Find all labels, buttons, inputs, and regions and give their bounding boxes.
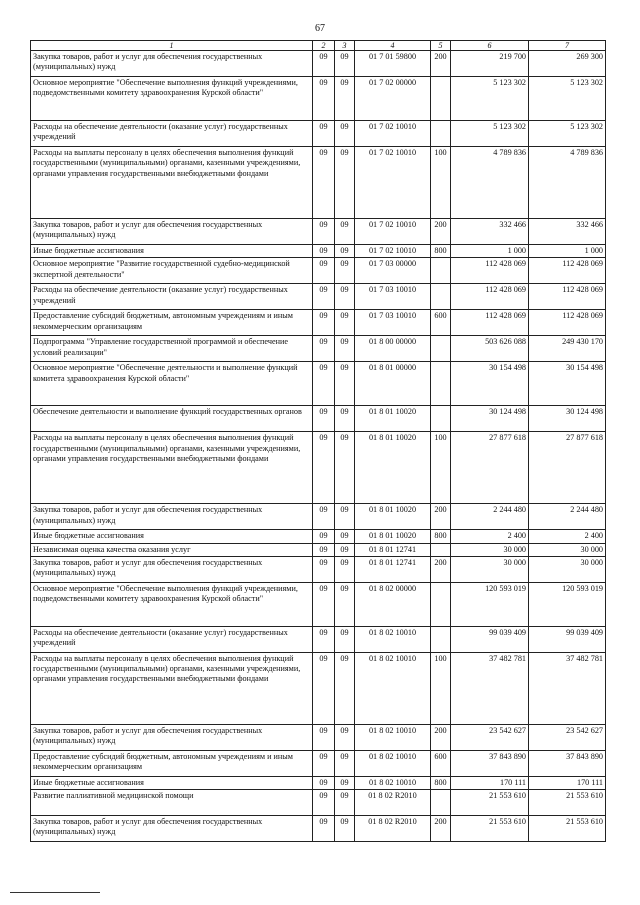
row-sum-year1-cell: 332 466 [451, 219, 529, 245]
row-sum-year2-cell: 4 789 836 [529, 147, 606, 219]
row-expense-type-cell: 100 [431, 147, 451, 219]
row-section-cell: 09 [313, 336, 335, 362]
row-target-article-cell: 01 7 03 10010 [355, 284, 431, 310]
row-subsection-cell: 09 [335, 284, 355, 310]
row-expense-type-cell [431, 258, 451, 284]
row-section-cell: 09 [313, 362, 335, 406]
row-subsection-cell: 09 [335, 310, 355, 336]
row-sum-year1-cell: 4 789 836 [451, 147, 529, 219]
row-name-cell: Предоставление субсидий бюджетным, автономным учреждениям и иным некоммерческим организациям [31, 750, 313, 776]
row-sum-year2-cell: 249 430 170 [529, 336, 606, 362]
table-row [31, 724, 606, 750]
table-row [31, 556, 606, 582]
table-row [31, 750, 606, 776]
row-sum-year1-cell: 21 553 610 [451, 816, 529, 842]
row-subsection-cell: 09 [335, 626, 355, 652]
row-sum-year1-cell: 219 700 [451, 51, 529, 77]
table-row [31, 310, 606, 336]
row-sum-year1-cell: 112 428 069 [451, 284, 529, 310]
row-expense-type-cell [431, 336, 451, 362]
table-row [31, 362, 606, 406]
row-sum-year1-cell: 27 877 618 [451, 432, 529, 504]
row-section-cell: 09 [313, 790, 335, 816]
table-row [31, 284, 606, 310]
row-expense-type-cell [431, 582, 451, 626]
row-target-article-cell: 01 8 01 00000 [355, 362, 431, 406]
table-row [31, 790, 606, 816]
row-subsection-cell: 09 [335, 121, 355, 147]
row-expense-type-cell: 800 [431, 776, 451, 789]
row-name-cell: Расходы на выплаты персоналу в целях обеспечения выполнения функций государственными (муниципальными) органами, казенными учреждениями, органами управления государственными внебюджетными фондами [31, 432, 313, 504]
row-sum-year2-cell: 120 593 019 [529, 582, 606, 626]
row-sum-year1-cell: 2 244 480 [451, 504, 529, 530]
table-row [31, 219, 606, 245]
row-name-cell: Развитие паллиативной медицинской помощи [31, 790, 313, 816]
row-name-cell: Закупка товаров, работ и услуг для обеспечения государственных (муниципальных) нужд [31, 556, 313, 582]
header-col-5: 5 [431, 41, 451, 51]
row-name-cell: Иные бюджетные ассигнования [31, 776, 313, 789]
row-section-cell: 09 [313, 582, 335, 626]
row-target-article-cell: 01 8 02 10010 [355, 652, 431, 724]
row-target-article-cell: 01 8 01 10020 [355, 406, 431, 432]
header-col-6: 6 [451, 41, 529, 51]
row-subsection-cell: 09 [335, 77, 355, 121]
table-row [31, 530, 606, 543]
table-row [31, 51, 606, 77]
table-row [31, 336, 606, 362]
row-target-article-cell: 01 7 03 00000 [355, 258, 431, 284]
row-section-cell: 09 [313, 652, 335, 724]
row-subsection-cell: 09 [335, 790, 355, 816]
header-col-3: 3 [335, 41, 355, 51]
row-sum-year1-cell: 112 428 069 [451, 258, 529, 284]
row-section-cell: 09 [313, 556, 335, 582]
row-expense-type-cell: 600 [431, 750, 451, 776]
table-row [31, 258, 606, 284]
row-name-cell: Расходы на обеспечение деятельности (оказание услуг) государственных учреждений [31, 284, 313, 310]
table-row [31, 245, 606, 258]
row-sum-year1-cell: 37 482 781 [451, 652, 529, 724]
row-target-article-cell: 01 8 02 10010 [355, 626, 431, 652]
row-section-cell: 09 [313, 530, 335, 543]
row-target-article-cell: 01 7 02 10010 [355, 121, 431, 147]
row-subsection-cell: 09 [335, 652, 355, 724]
header-col-1: 1 [31, 41, 313, 51]
table-row [31, 582, 606, 626]
header-col-7: 7 [529, 41, 606, 51]
row-name-cell: Закупка товаров, работ и услуг для обеспечения государственных (муниципальных) нужд [31, 219, 313, 245]
row-target-article-cell: 01 7 02 00000 [355, 77, 431, 121]
row-name-cell: Закупка товаров, работ и услуг для обеспечения государственных (муниципальных) нужд [31, 504, 313, 530]
row-sum-year2-cell: 1 000 [529, 245, 606, 258]
row-sum-year1-cell: 37 843 890 [451, 750, 529, 776]
row-sum-year2-cell: 112 428 069 [529, 284, 606, 310]
row-name-cell: Расходы на обеспечение деятельности (оказание услуг) государственных учреждений [31, 121, 313, 147]
row-target-article-cell: 01 7 02 10010 [355, 219, 431, 245]
row-target-article-cell: 01 8 01 12741 [355, 543, 431, 556]
row-name-cell: Основное мероприятие "Обеспечение деятельности и выполнение функций комитета здравоохранения Курской области" [31, 362, 313, 406]
table-row [31, 147, 606, 219]
row-section-cell: 09 [313, 432, 335, 504]
row-expense-type-cell [431, 362, 451, 406]
row-expense-type-cell: 100 [431, 432, 451, 504]
table-row [31, 504, 606, 530]
table-row [31, 543, 606, 556]
row-sum-year1-cell: 30 154 498 [451, 362, 529, 406]
row-sum-year2-cell: 37 482 781 [529, 652, 606, 724]
row-sum-year2-cell: 27 877 618 [529, 432, 606, 504]
header-col-2: 2 [313, 41, 335, 51]
row-sum-year2-cell: 30 154 498 [529, 362, 606, 406]
row-expense-type-cell [431, 406, 451, 432]
row-sum-year1-cell: 21 553 610 [451, 790, 529, 816]
row-sum-year2-cell: 5 123 302 [529, 77, 606, 121]
row-section-cell: 09 [313, 245, 335, 258]
row-expense-type-cell [431, 284, 451, 310]
row-target-article-cell: 01 8 01 10020 [355, 504, 431, 530]
row-subsection-cell: 09 [335, 406, 355, 432]
row-sum-year1-cell: 112 428 069 [451, 310, 529, 336]
row-sum-year2-cell: 30 000 [529, 543, 606, 556]
row-sum-year2-cell: 23 542 627 [529, 724, 606, 750]
row-subsection-cell: 09 [335, 258, 355, 284]
row-target-article-cell: 01 8 01 10020 [355, 432, 431, 504]
row-target-article-cell: 01 8 01 10020 [355, 530, 431, 543]
row-target-article-cell: 01 8 02 R2010 [355, 816, 431, 842]
row-name-cell: Расходы на выплаты персоналу в целях обеспечения выполнения функций государственными (муниципальными) органами, казенными учреждениями, органами управления государственными внебюджетными фондами [31, 652, 313, 724]
row-subsection-cell: 09 [335, 51, 355, 77]
row-sum-year1-cell: 30 124 498 [451, 406, 529, 432]
row-sum-year2-cell: 269 300 [529, 51, 606, 77]
row-sum-year2-cell: 21 553 610 [529, 790, 606, 816]
row-expense-type-cell: 200 [431, 504, 451, 530]
header-col-4: 4 [355, 41, 431, 51]
row-section-cell: 09 [313, 816, 335, 842]
row-expense-type-cell: 800 [431, 245, 451, 258]
row-target-article-cell: 01 7 01 59800 [355, 51, 431, 77]
row-section-cell: 09 [313, 219, 335, 245]
row-subsection-cell: 09 [335, 245, 355, 258]
row-name-cell: Обеспечение деятельности и выполнение функций государственных органов [31, 406, 313, 432]
row-sum-year1-cell: 170 111 [451, 776, 529, 789]
page-number: 67 [315, 23, 325, 34]
row-sum-year1-cell: 30 000 [451, 556, 529, 582]
row-section-cell: 09 [313, 51, 335, 77]
table-row [31, 652, 606, 724]
row-sum-year2-cell: 170 111 [529, 776, 606, 789]
row-expense-type-cell [431, 543, 451, 556]
row-sum-year2-cell: 30 000 [529, 556, 606, 582]
row-target-article-cell: 01 8 02 10010 [355, 724, 431, 750]
row-sum-year2-cell: 37 843 890 [529, 750, 606, 776]
row-subsection-cell: 09 [335, 219, 355, 245]
row-target-article-cell: 01 7 02 10010 [355, 147, 431, 219]
row-sum-year2-cell: 2 244 480 [529, 504, 606, 530]
table-row [31, 776, 606, 789]
row-subsection-cell: 09 [335, 362, 355, 406]
row-subsection-cell: 09 [335, 582, 355, 626]
row-sum-year1-cell: 2 400 [451, 530, 529, 543]
row-subsection-cell: 09 [335, 530, 355, 543]
row-target-article-cell: 01 8 00 00000 [355, 336, 431, 362]
row-name-cell: Закупка товаров, работ и услуг для обеспечения государственных (муниципальных) нужд [31, 816, 313, 842]
budget-table [30, 40, 606, 842]
row-subsection-cell: 09 [335, 504, 355, 530]
row-section-cell: 09 [313, 77, 335, 121]
row-section-cell: 09 [313, 504, 335, 530]
row-sum-year1-cell: 120 593 019 [451, 582, 529, 626]
row-sum-year1-cell: 23 542 627 [451, 724, 529, 750]
row-sum-year2-cell: 2 400 [529, 530, 606, 543]
row-name-cell: Основное мероприятие "Обеспечение выполнения функций учреждениями, подведомственными комитету здравоохранения Курской области" [31, 582, 313, 626]
row-expense-type-cell: 800 [431, 530, 451, 543]
row-section-cell: 09 [313, 543, 335, 556]
row-sum-year1-cell: 503 626 088 [451, 336, 529, 362]
row-name-cell: Независимая оценка качества оказания услуг [31, 543, 313, 556]
row-name-cell: Основное мероприятие "Обеспечение выполнения функций учреждениями, подведомственными комитету здравоохранения Курской области" [31, 77, 313, 121]
row-name-cell: Основное мероприятие "Развитие государственной судебно-медицинской экспертной деятельности" [31, 258, 313, 284]
table-row [31, 816, 606, 842]
footer-rule [10, 892, 100, 893]
row-name-cell: Закупка товаров, работ и услуг для обеспечения государственных (муниципальных) нужд [31, 51, 313, 77]
row-section-cell: 09 [313, 724, 335, 750]
row-subsection-cell: 09 [335, 336, 355, 362]
row-target-article-cell: 01 7 03 10010 [355, 310, 431, 336]
row-sum-year2-cell: 332 466 [529, 219, 606, 245]
row-subsection-cell: 09 [335, 556, 355, 582]
row-target-article-cell: 01 8 02 10010 [355, 776, 431, 789]
row-subsection-cell: 09 [335, 147, 355, 219]
table-row [31, 77, 606, 121]
row-expense-type-cell: 600 [431, 310, 451, 336]
table-row [31, 406, 606, 432]
row-sum-year1-cell: 5 123 302 [451, 77, 529, 121]
row-name-cell: Закупка товаров, работ и услуг для обеспечения государственных (муниципальных) нужд [31, 724, 313, 750]
row-name-cell: Предоставление субсидий бюджетным, автономным учреждениям и иным некоммерческим организациям [31, 310, 313, 336]
row-expense-type-cell: 200 [431, 816, 451, 842]
table-row [31, 626, 606, 652]
row-expense-type-cell: 200 [431, 51, 451, 77]
table-header-row [31, 41, 606, 51]
row-sum-year1-cell: 5 123 302 [451, 121, 529, 147]
row-expense-type-cell [431, 121, 451, 147]
row-sum-year1-cell: 1 000 [451, 245, 529, 258]
row-expense-type-cell [431, 626, 451, 652]
row-name-cell: Расходы на обеспечение деятельности (оказание услуг) государственных учреждений [31, 626, 313, 652]
row-name-cell: Иные бюджетные ассигнования [31, 530, 313, 543]
row-subsection-cell: 09 [335, 776, 355, 789]
row-target-article-cell: 01 7 02 10010 [355, 245, 431, 258]
row-section-cell: 09 [313, 626, 335, 652]
row-sum-year2-cell: 30 124 498 [529, 406, 606, 432]
row-name-cell: Расходы на выплаты персоналу в целях обеспечения выполнения функций государственными (муниципальными) органами, казенными учреждениями, органами управления государственными внебюджетными фондами [31, 147, 313, 219]
row-name-cell: Подпрограмма "Управление государственной программой и обеспечение условий реализации" [31, 336, 313, 362]
row-sum-year2-cell: 99 039 409 [529, 626, 606, 652]
row-section-cell: 09 [313, 750, 335, 776]
row-sum-year2-cell: 112 428 069 [529, 258, 606, 284]
row-expense-type-cell [431, 77, 451, 121]
row-section-cell: 09 [313, 121, 335, 147]
row-expense-type-cell: 200 [431, 219, 451, 245]
row-section-cell: 09 [313, 284, 335, 310]
row-target-article-cell: 01 8 02 10010 [355, 750, 431, 776]
row-sum-year1-cell: 99 039 409 [451, 626, 529, 652]
row-subsection-cell: 09 [335, 724, 355, 750]
row-sum-year1-cell: 30 000 [451, 543, 529, 556]
row-section-cell: 09 [313, 147, 335, 219]
table-row [31, 432, 606, 504]
row-expense-type-cell: 200 [431, 556, 451, 582]
table-row [31, 121, 606, 147]
row-section-cell: 09 [313, 258, 335, 284]
table-body [31, 51, 606, 842]
row-subsection-cell: 09 [335, 432, 355, 504]
row-expense-type-cell [431, 790, 451, 816]
row-sum-year2-cell: 21 553 610 [529, 816, 606, 842]
row-expense-type-cell: 100 [431, 652, 451, 724]
row-section-cell: 09 [313, 310, 335, 336]
row-expense-type-cell: 200 [431, 724, 451, 750]
row-subsection-cell: 09 [335, 543, 355, 556]
row-section-cell: 09 [313, 406, 335, 432]
row-target-article-cell: 01 8 02 R2010 [355, 790, 431, 816]
row-sum-year2-cell: 5 123 302 [529, 121, 606, 147]
row-subsection-cell: 09 [335, 750, 355, 776]
row-target-article-cell: 01 8 01 12741 [355, 556, 431, 582]
row-name-cell: Иные бюджетные ассигнования [31, 245, 313, 258]
row-section-cell: 09 [313, 776, 335, 789]
row-target-article-cell: 01 8 02 00000 [355, 582, 431, 626]
row-subsection-cell: 09 [335, 816, 355, 842]
row-sum-year2-cell: 112 428 069 [529, 310, 606, 336]
